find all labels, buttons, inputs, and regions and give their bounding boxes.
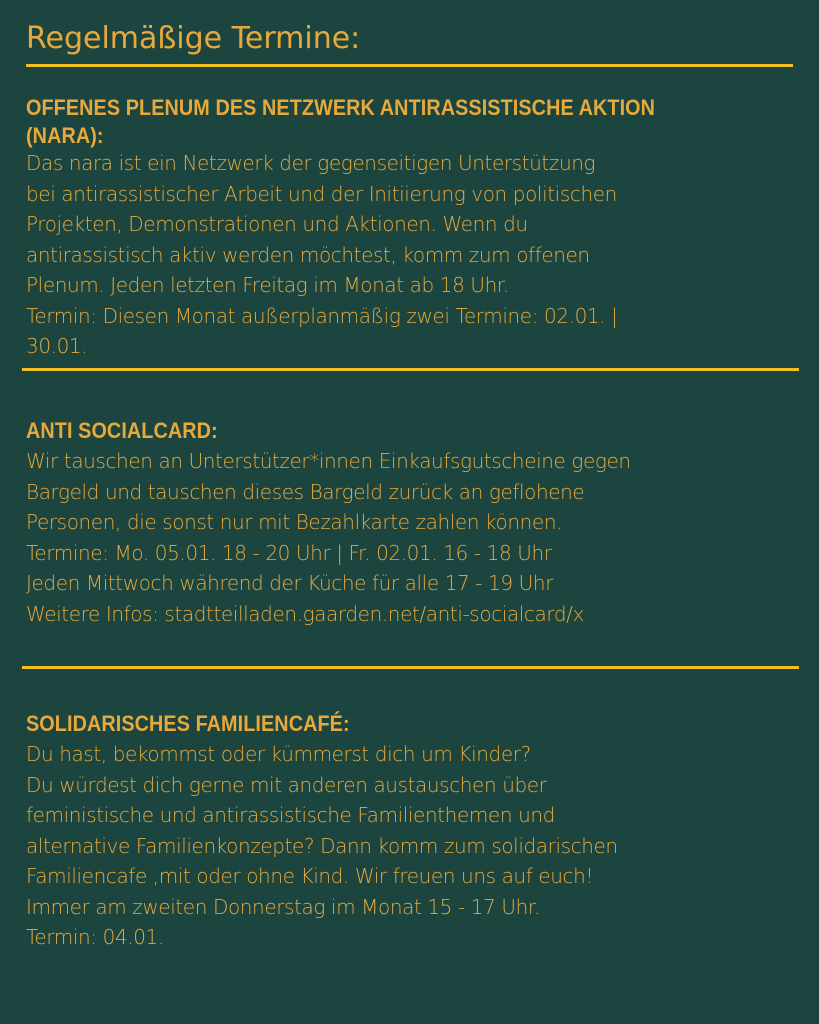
- title-underline: [26, 64, 793, 67]
- body-line: 30.01.: [26, 334, 88, 358]
- heading-line: ANTI SOCIALCARD:: [26, 418, 218, 443]
- section-familiencafe: [26, 710, 801, 953]
- body-line: bei antirassistischer Arbeit und der Initiierung von politischen: [26, 181, 617, 206]
- section-body: [26, 739, 801, 953]
- section-heading: [26, 94, 800, 150]
- section-heading: [26, 710, 800, 738]
- heading-line: OFFENES PLENUM DES NETZWERK ANTIRASSISTISCHE AKTION: [26, 95, 656, 120]
- body-line: antirassistisch aktiv werden möchtest, komm zum offenen: [26, 242, 590, 267]
- body-line: Familiencafe ,mit oder ohne Kind. Wir freuen uns auf euch!: [26, 864, 593, 888]
- body-line: Du hast, bekommst oder kümmerst dich um Kinder?: [26, 742, 531, 766]
- body-line: Termin: 04.01.: [26, 925, 164, 949]
- section-nara: [26, 94, 801, 362]
- body-line: Das nara ist ein Netzwerk der gegenseitigen Unterstützung: [26, 151, 596, 175]
- body-line: Termin: Diesen Monat außerplanmäßig zwei Termine: 02.01. |: [26, 303, 618, 328]
- body-line: Jeden Mittwoch während der Küche für alle 17 - 19 Uhr: [26, 571, 554, 595]
- body-line: Wir tauschen an Unterstützer*innen Einkaufsgutscheine gegen: [26, 449, 631, 473]
- section-divider: [22, 368, 799, 371]
- heading-line: (NARA):: [26, 123, 104, 148]
- body-line: Weitere Infos: stadtteilladen.gaarden.net/anti-socialcard/x: [26, 601, 584, 626]
- section-divider: [22, 666, 799, 669]
- body-line: feministische und antirassistische Familienthemen und: [26, 803, 555, 827]
- body-line: Personen, die sonst nur mit Bezahlkarte zahlen können.: [26, 510, 563, 534]
- body-line: Projekten, Demonstrationen und Aktionen. Wenn du: [26, 212, 528, 236]
- body-line: alternative Familienkonzepte? Dann komm zum solidarischen: [26, 833, 618, 858]
- body-line: Du würdest dich gerne mit anderen austauschen über: [26, 772, 547, 797]
- body-line: Bargeld und tauschen dieses Bargeld zurück an geflohene: [26, 479, 585, 504]
- body-line: Termine: Mo. 05.01. 18 - 20 Uhr | Fr. 02.01. 16 - 18 Uhr: [26, 540, 552, 565]
- page-title: Regelmäßige Termine:: [26, 21, 361, 56]
- section-body: [26, 148, 801, 362]
- body-line: Immer am zweiten Donnerstag im Monat 15 - 17 Uhr.: [26, 894, 540, 919]
- section-heading: [26, 417, 800, 445]
- section-anti-socialcard: [26, 417, 801, 629]
- heading-line: SOLIDARISCHES FAMILIENCAFÉ:: [26, 711, 350, 736]
- section-body: [26, 446, 801, 629]
- body-line: Plenum. Jeden letzten Freitag im Monat ab 18 Uhr.: [26, 273, 509, 297]
